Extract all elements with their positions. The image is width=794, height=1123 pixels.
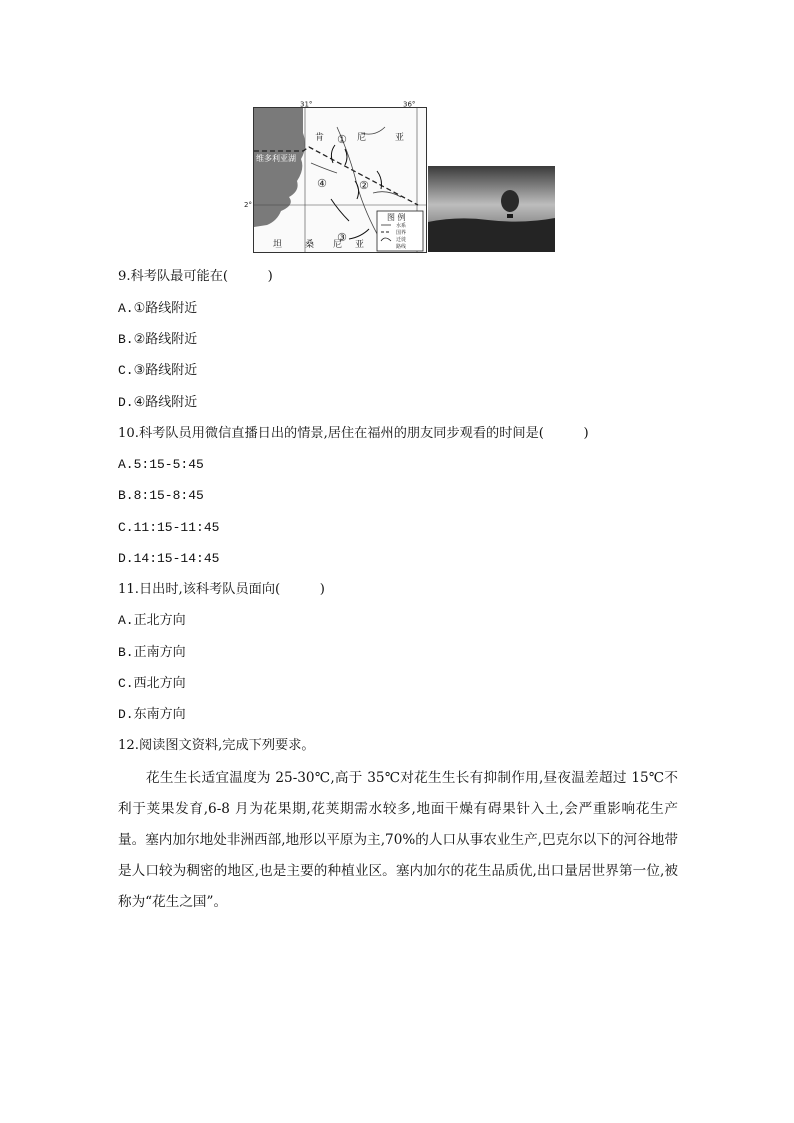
option: D.④路线附近 <box>118 395 198 410</box>
route-label-4: ④ <box>317 177 327 190</box>
option: C.③路线附近 <box>118 363 198 378</box>
option: A.正北方向 <box>118 613 186 628</box>
country-north-char: 肯 <box>315 133 325 143</box>
lat-label: 2° <box>244 201 252 209</box>
route-label-3: ③ <box>337 231 347 244</box>
question-stem: 10.科考队员用微信直播日出的情景,居住在福州的朋友同步观看的时间是( ) <box>118 426 589 441</box>
sunrise-photo <box>428 166 555 252</box>
migration-map <box>244 100 427 253</box>
option: C.西北方向 <box>118 676 186 691</box>
route-label-2: ② <box>359 179 369 192</box>
country-north-char: 亚 <box>395 133 405 143</box>
photo-horizon <box>428 218 555 252</box>
legend-title: 图 例 <box>387 213 406 222</box>
legend-item: 水系 <box>396 223 407 229</box>
option: A.5:15-5:45 <box>118 457 204 472</box>
balloon-basket <box>507 214 513 218</box>
lon-label-31: 31° <box>300 100 313 109</box>
reading-passage: 花生生长适宜温度为 25-30℃,高于 35℃对花生生长有抑制作用,昼夜温差超过 15℃不利于荚果发育,6-8 月为花果期,花荚期需水较多,地面干燥有碍果针入土,会严重影响花生产量。塞内加尔地处非洲西部,地形以平原为主,70%的人口从事农业生产,巴克尔以下的河谷地带是人口较为稠密的地区,也是主要的种植业区。塞内加尔的花生品质优,出口量居世界第一位,被称为“花生之国”。 <box>118 770 678 910</box>
question-stem: 9.科考队最可能在( ) <box>118 269 273 284</box>
legend-item: 国界 <box>396 230 407 236</box>
country-south-char: 桑 <box>305 240 315 250</box>
legend-item: 迁徙 <box>396 237 407 243</box>
option: B.8:15-8:45 <box>118 488 204 503</box>
option: A.①路线附近 <box>118 301 198 316</box>
lon-label-36: 36° <box>403 100 416 109</box>
legend-item: 路线 <box>396 244 407 250</box>
hot-air-balloon <box>501 190 519 212</box>
option: D.14:15-14:45 <box>118 551 220 566</box>
lake-label: 维多利亚湖 <box>256 154 296 163</box>
option: D.东南方向 <box>118 707 186 722</box>
question-stem: 11.日出时,该科考队员面向( ) <box>118 582 325 597</box>
option: C.11:15-11:45 <box>118 520 220 535</box>
country-south-char: 坦 <box>273 240 283 250</box>
country-north-char: 尼 <box>357 133 367 143</box>
option: B.②路线附近 <box>118 332 198 347</box>
country-south-char: 亚 <box>355 240 365 250</box>
country-south-char: 尼 <box>333 240 343 250</box>
figure-area <box>244 100 555 254</box>
route-label-1: ① <box>337 133 347 146</box>
question-stem: 12.阅读图文资料,完成下列要求。 <box>118 738 315 753</box>
option: B.正南方向 <box>118 645 186 660</box>
